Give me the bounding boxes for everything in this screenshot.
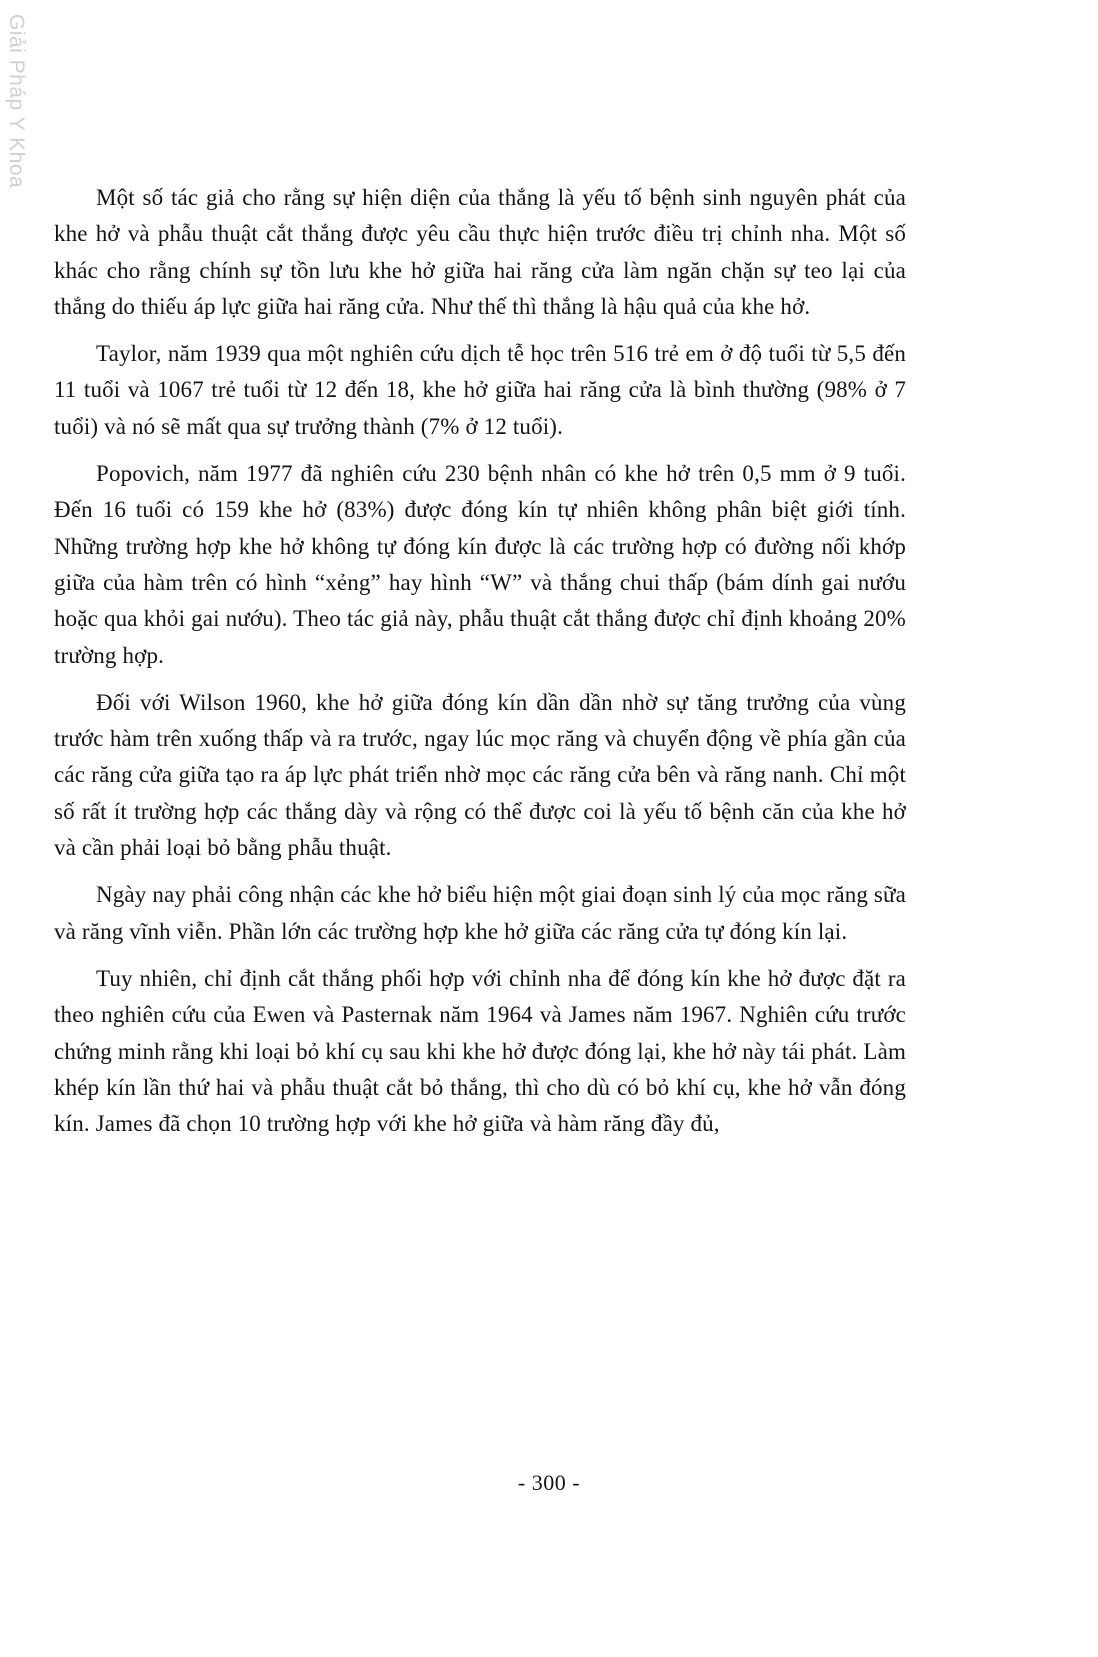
paragraph-4: Đối với Wilson 1960, khe hở giữa đóng kín dần dần nhờ sự tăng trưởng của vùng trước hàm trên xuống thấp và ra trước, ngay lúc mọc răng và chuyển động về phía gần của các răng cửa giữa tạo ra áp lực phát triển nhờ mọc các răng cửa bên và răng nanh. Chỉ một số rất ít trường hợp các thắng dày và rộng có thể được coi là yếu tố bệnh căn của khe hở và cần phải loại bỏ bằng phẫu thuật. [54,689,906,861]
paragraph-2: Taylor, năm 1939 qua một nghiên cứu dịch tễ học trên 516 trẻ em ở độ tuổi từ 5,5 đến 11 tuổi và 1067 trẻ tuổi từ 12 đến 18, khe hở giữa hai răng cửa là bình thường (98% ở 7 tuổi) và nó sẽ mất qua sự trưởng thành (7% ở 12 tuổi). [54,341,906,439]
paragraph-1: Một số tác giả cho rằng sự hiện diện của thắng là yếu tố bệnh sinh nguyên phát của khe hở và phẫu thuật cắt thắng được yêu cầu thực hiện trước điều trị chỉnh nha. Một số khác cho rằng chính sự tồn lưu khe hở giữa hai răng cửa làm ngăn chặn sự teo lại của thắng do thiếu áp lực giữa hai răng cửa. Như thế thì thắng là hậu quả của khe hở. [54,185,906,319]
paragraph-6: Tuy nhiên, chỉ định cắt thắng phối hợp với chỉnh nha để đóng kín khe hở được đặt ra theo nghiên cứu của Ewen và Pasternak năm 1964 và James năm 1967. Nghiên cứu trước chứng minh rằng khi loại bỏ khí cụ sau khi khe hở được đóng lại, khe hở này tái phát. Làm khép kín lần thứ hai và phẫu thuật cắt bỏ thắng, thì cho dù có bỏ khí cụ, khe hở vẫn đóng kín. James đã chọn 10 trường hợp với khe hở giữa và hàm răng đầy đủ, [54,965,906,1137]
paragraph-3: Popovich, năm 1977 đã nghiên cứu 230 bệnh nhân có khe hở trên 0,5 mm ở 9 tuổi. Đến 16 tuổi có 159 khe hở (83%) được đóng kín tự nhiên không phân biệt giới tính. Những trường hợp khe hở không tự đóng kín được là các trường hợp có đường nối khớp giữa của hàm trên có hình “xẻng” hay hình “W” và thắng chui thấp (bám dính gai nướu hoặc qua khỏi gai nướu). Theo tác giả này, phẫu thuật cắt thắng được chỉ định khoảng 20% trường hợp. [54,461,906,668]
document-body [54,180,906,1153]
page-number: - 300 - [517,1470,581,1495]
paragraph-5: Ngày nay phải công nhận các khe hở biểu hiện một giai đoạn sinh lý của mọc răng sữa và răng vĩnh viễn. Phần lớn các trường hợp khe hở giữa các răng cửa tự đóng kín lại. [54,882,906,944]
watermark-text: Giải Pháp Y Khoa [5,14,28,189]
